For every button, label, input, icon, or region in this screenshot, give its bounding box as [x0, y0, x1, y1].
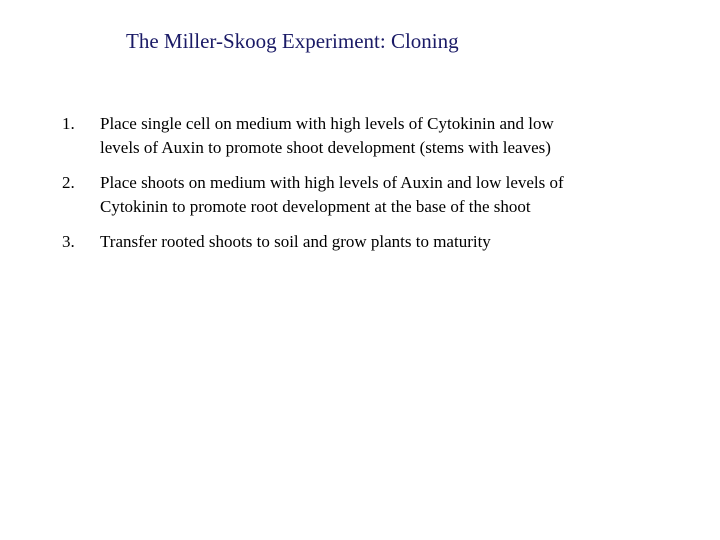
step-item — [62, 230, 592, 254]
step-text: Place single cell on medium with high levels of Cytokinin and low levels of Auxin to promote shoot development (stems with leaves) — [100, 114, 554, 157]
step-number: 2. — [62, 173, 75, 192]
step-item — [62, 112, 592, 160]
step-text: Transfer rooted shoots to soil and grow plants to maturity — [100, 232, 491, 251]
step-item — [62, 171, 592, 219]
steps-list — [62, 112, 592, 265]
step-text: Place shoots on medium with high levels of Auxin and low levels of Cytokinin to promote root development at the base of the shoot — [100, 173, 564, 216]
step-number: 3. — [62, 232, 75, 251]
step-number: 1. — [62, 114, 75, 133]
slide-title: The Miller-Skoog Experiment: Cloning — [126, 29, 459, 53]
